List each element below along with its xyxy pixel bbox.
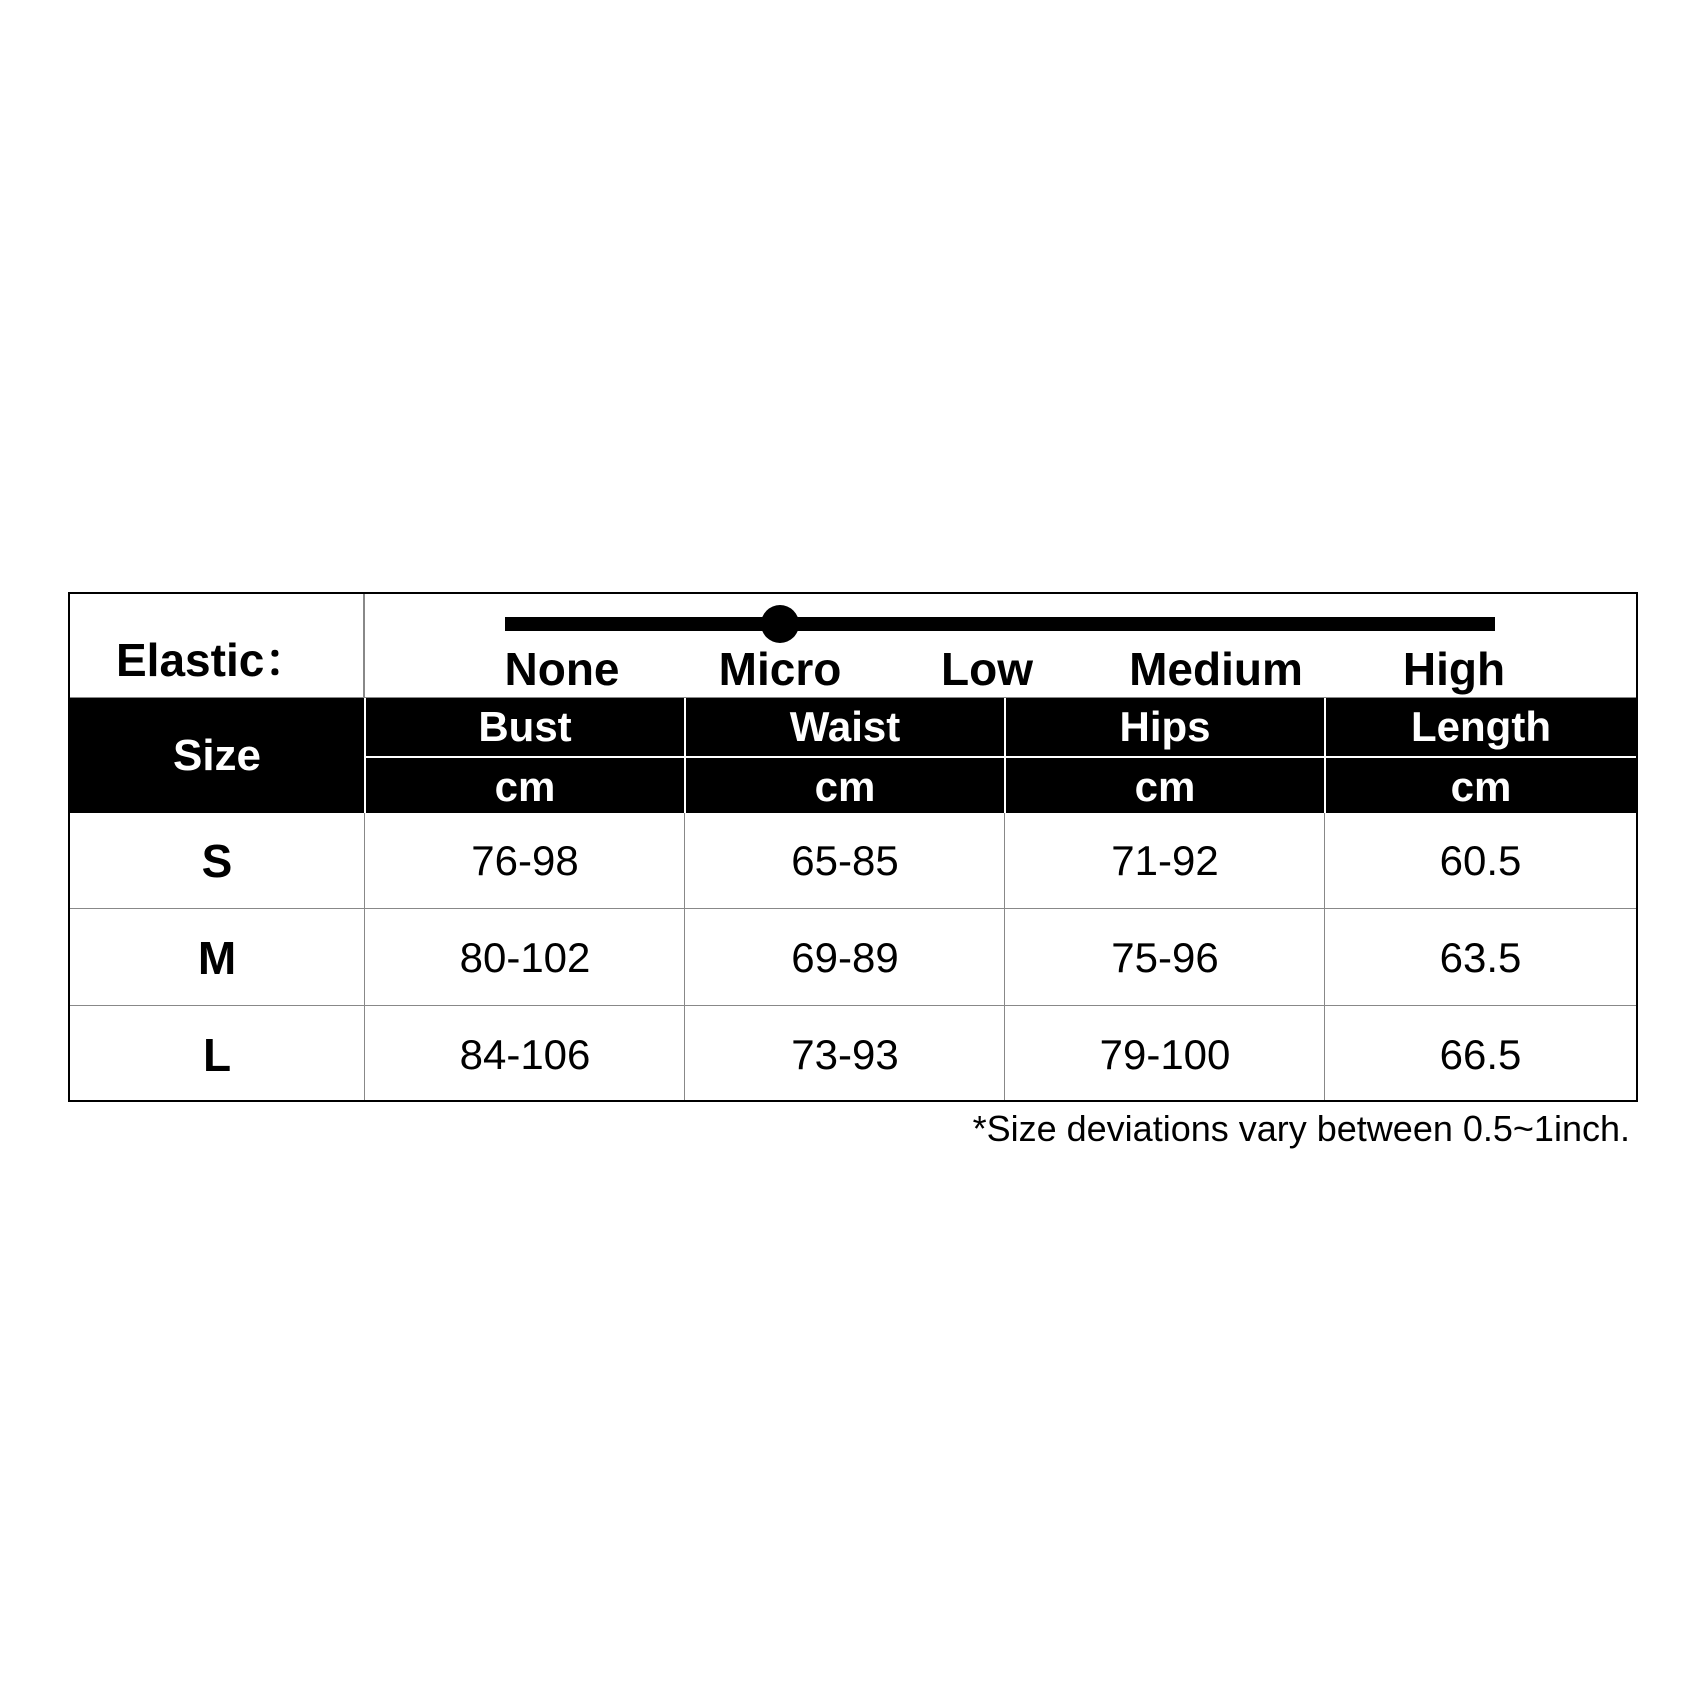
column-name: Bust bbox=[478, 702, 572, 750]
table-header bbox=[70, 698, 1636, 813]
column-header-waist bbox=[686, 698, 1004, 813]
column-header-bust bbox=[366, 698, 684, 813]
elasticity-scale-track bbox=[505, 617, 1495, 631]
size-cell: S bbox=[201, 835, 233, 887]
size-cell: M bbox=[197, 932, 237, 984]
elasticity-scale-indicator bbox=[761, 605, 799, 643]
column-header-hips bbox=[1006, 698, 1324, 813]
hips-cell: 75-96 bbox=[1111, 934, 1219, 981]
hips-cell: 71-92 bbox=[1111, 837, 1219, 884]
elastic-level-micro: Micro bbox=[718, 643, 842, 695]
table-row bbox=[70, 1007, 1636, 1103]
column-name: Length bbox=[1411, 702, 1551, 750]
length-cell: 66.5 bbox=[1439, 1031, 1522, 1078]
size-deviation-note: *Size deviations vary between 0.5~1inch. bbox=[972, 1108, 1630, 1149]
length-cell: 63.5 bbox=[1439, 934, 1522, 981]
size-cell: L bbox=[202, 1029, 232, 1081]
table-row bbox=[70, 813, 1636, 909]
column-header-length bbox=[1326, 698, 1636, 813]
bust-cell: 80-102 bbox=[459, 934, 591, 981]
waist-cell: 65-85 bbox=[791, 837, 899, 884]
length-cell: 60.5 bbox=[1439, 837, 1522, 884]
column-unit: cm bbox=[686, 756, 1004, 815]
column-unit: cm bbox=[1006, 756, 1324, 815]
column-unit: cm bbox=[1326, 756, 1636, 815]
elastic-level-high: High bbox=[1402, 643, 1506, 695]
hips-cell: 79-100 bbox=[1099, 1031, 1231, 1078]
table-row bbox=[70, 910, 1636, 1006]
column-unit: cm bbox=[366, 756, 684, 815]
column-name: Hips bbox=[1119, 702, 1211, 750]
elastic-label: Elastic： bbox=[116, 634, 311, 686]
waist-cell: 73-93 bbox=[791, 1031, 899, 1078]
elastic-label-cell bbox=[70, 594, 364, 697]
size-column-header: Size bbox=[172, 730, 262, 780]
bust-cell: 76-98 bbox=[471, 837, 579, 884]
column-name: Waist bbox=[789, 702, 901, 750]
waist-cell: 69-89 bbox=[791, 934, 899, 981]
elastic-level-none: None bbox=[504, 643, 620, 695]
elastic-level-low: Low bbox=[941, 643, 1033, 695]
elastic-row bbox=[70, 594, 1636, 698]
size-chart bbox=[68, 592, 1638, 1102]
bust-cell: 84-106 bbox=[459, 1031, 591, 1078]
elastic-level-medium: Medium bbox=[1129, 643, 1303, 695]
